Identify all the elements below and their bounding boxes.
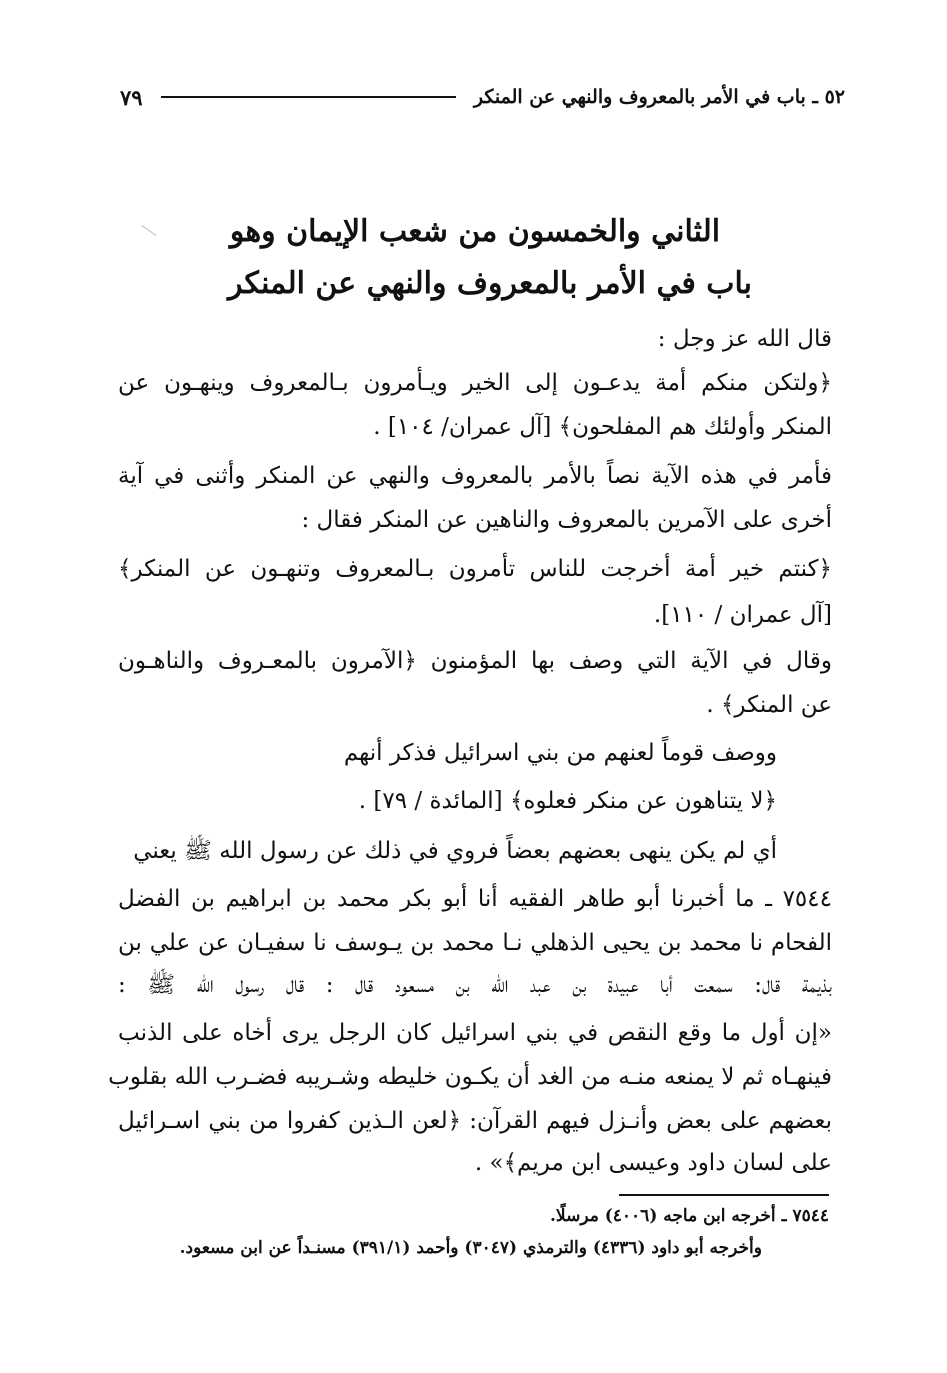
text-line: الفحام نا محمد بن يحيى الذهلي نـا محمد بن يـوسف نا سفيـان عن علي بن bbox=[118, 930, 832, 956]
running-header bbox=[120, 80, 845, 114]
text-line: بعضهم على بعض وأنـزل فيهم القرآن: ﴿لعن الـذين كفروا من بني اسـرائيل bbox=[118, 1108, 832, 1134]
text-line: عن المنكر﴾ . bbox=[706, 692, 832, 718]
text-line: ووصف قوماً لعنهم من بني اسرائيل فذكر أنهم bbox=[343, 740, 777, 766]
text-line: فأمر في هذه الآية نصاً بالأمر بالمعروف والنهي عن المنكر وأثنى في آية bbox=[118, 463, 832, 489]
text-line: بذيمة قال: سمعت أبا عبيدة بن عبد الله بن مسعود قال : قال رسول الله ﷺ : bbox=[118, 972, 832, 998]
scan-mark bbox=[141, 225, 156, 236]
footnote-rule bbox=[619, 1194, 829, 1196]
chapter-title-line-2: باب في الأمر بالمعروف والنهي عن المنكر bbox=[228, 266, 752, 301]
text-line: أي لم يكن ينهى بعضهم بعضاً فروي في ذلك عن رسول الله ﷺ يعني bbox=[133, 838, 777, 864]
text-line: ٧٥٤٤ ـ ما أخبرنا أبو طاهر الفقيه أنا أبو بكر محمد بن ابراهيم بن الفضل bbox=[118, 886, 832, 912]
text-line: [آل عمران / ١١٠]. bbox=[653, 602, 832, 628]
footnote-line: ٧٥٤٤ ـ أخرجه ابن ماجه (٤٠٠٦) مرسلًا. bbox=[550, 1206, 829, 1226]
text-line: ﴿ولتكن منكم أمة يدعـون إلى الخير ويـأمرون بـالمعروف وينهـون عن bbox=[118, 370, 832, 396]
page-number: ٧٩ bbox=[120, 84, 143, 110]
chapter-title-line-1: الثاني والخمسون من شعب الإيمان وهو bbox=[229, 214, 721, 249]
text-line: قال الله عز وجل : bbox=[657, 326, 832, 352]
text-line: ﴿لا يتناهون عن منكر فعلوه﴾ [المائدة / ٧٩] . bbox=[358, 788, 777, 814]
running-title: ٥٢ ـ باب في الأمر بالمعروف والنهي عن المنكر bbox=[473, 86, 845, 108]
text-line: «إن أول ما وقع النقص في بني اسرائيل كان الرجل يرى أخاه على الذنب bbox=[118, 1020, 832, 1046]
text-line: وقال في الآية التي وصف بها المؤمنون ﴿الآمرون بالمعـروف والناهـون bbox=[118, 648, 832, 674]
text-line: المنكر وأولئك هم المفلحون﴾ [آل عمران/ ١٠٤] . bbox=[373, 414, 832, 440]
text-line: على لسان داود وعيسى ابن مريم﴾» . bbox=[474, 1150, 832, 1176]
text-line: فينهـاه ثم لا يمنعه منـه من الغد أن يكـون خليطه وشـريبه فضـرب الله بقلوب bbox=[108, 1064, 832, 1090]
text-line: أخرى على الآمرين بالمعروف والناهين عن المنكر فقال : bbox=[301, 507, 832, 533]
footnote-line: وأخرجه أبو داود (٤٣٣٦) والترمذي (٣٠٤٧) وأحمد (٣٩١/١) مسنـداً عن ابن مسعود. bbox=[179, 1238, 762, 1258]
header-rule bbox=[161, 96, 456, 98]
text-line: ﴿كنتم خير أمة أخرجت للناس تأمرون بـالمعروف وتنهـون عن المنكر﴾ bbox=[118, 556, 832, 582]
